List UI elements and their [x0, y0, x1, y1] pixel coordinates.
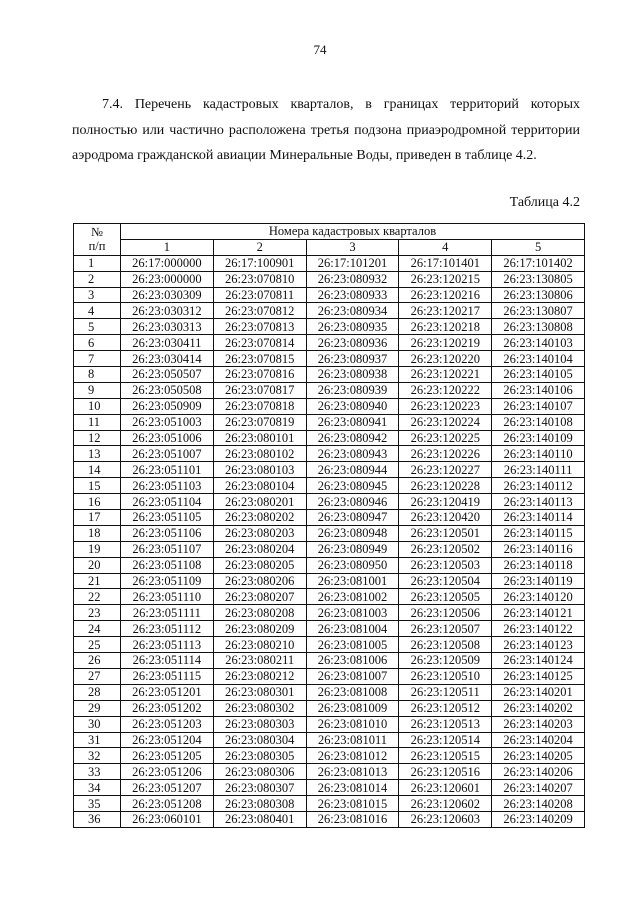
- cadastral-number-cell: 26:23:051111: [121, 605, 214, 621]
- cadastral-number-cell: 26:23:030309: [121, 287, 214, 303]
- cadastral-number-cell: 26:23:080206: [213, 573, 306, 589]
- cadastral-number-cell: 26:17:101201: [306, 255, 399, 271]
- cadastral-number-cell: 26:23:051107: [121, 541, 214, 557]
- row-number: 3: [74, 287, 121, 303]
- cadastral-number-cell: 26:23:120502: [399, 541, 492, 557]
- header-number-symbol: №: [91, 225, 103, 240]
- row-number: 5: [74, 319, 121, 335]
- table-header-row: [74, 224, 585, 240]
- cadastral-number-cell: 26:23:051003: [121, 414, 214, 430]
- table-row: [74, 780, 585, 796]
- cadastral-number-cell: 26:23:140106: [492, 382, 585, 398]
- cadastral-number-cell: 26:23:030414: [121, 351, 214, 367]
- cadastral-number-cell: 26:23:051006: [121, 430, 214, 446]
- header-group-title: Номера кадастровых кварталов: [121, 224, 585, 240]
- cadastral-number-cell: 26:23:120602: [399, 796, 492, 812]
- table-row: [74, 541, 585, 557]
- cadastral-number-cell: 26:23:070811: [213, 287, 306, 303]
- cadastral-number-cell: 26:23:081014: [306, 780, 399, 796]
- cadastral-number-cell: 26:23:080308: [213, 796, 306, 812]
- cadastral-number-cell: 26:23:080946: [306, 494, 399, 510]
- table-row: [74, 668, 585, 684]
- cadastral-number-cell: 26:23:051205: [121, 748, 214, 764]
- row-number: 2: [74, 271, 121, 287]
- table-row: [74, 446, 585, 462]
- cadastral-number-cell: 26:23:140118: [492, 557, 585, 573]
- table-row: [74, 319, 585, 335]
- cadastral-number-cell: 26:23:051108: [121, 557, 214, 573]
- table-column-numbers-row: [74, 239, 585, 255]
- cadastral-number-cell: 26:23:051207: [121, 780, 214, 796]
- cadastral-number-cell: 26:23:080935: [306, 319, 399, 335]
- cadastral-number-cell: 26:23:140108: [492, 414, 585, 430]
- cadastral-number-cell: 26:23:140209: [492, 811, 585, 827]
- cadastral-number-cell: 26:23:140103: [492, 335, 585, 351]
- cadastral-number-cell: 26:23:140111: [492, 462, 585, 478]
- cadastral-number-cell: 26:23:080205: [213, 557, 306, 573]
- cadastral-number-cell: 26:23:120505: [399, 589, 492, 605]
- cadastral-number-cell: 26:23:140112: [492, 478, 585, 494]
- table-row: [74, 430, 585, 446]
- cadastral-number-cell: 26:23:080948: [306, 525, 399, 541]
- cadastral-number-cell: 26:23:140119: [492, 573, 585, 589]
- cadastral-number-cell: 26:23:120513: [399, 716, 492, 732]
- cadastral-number-cell: 26:23:080211: [213, 653, 306, 669]
- column-number: 2: [213, 239, 306, 255]
- cadastral-number-cell: 26:23:081010: [306, 716, 399, 732]
- cadastral-number-cell: 26:23:051101: [121, 462, 214, 478]
- cadastral-number-cell: 26:23:051104: [121, 494, 214, 510]
- cadastral-number-cell: 26:23:140202: [492, 700, 585, 716]
- table-row: [74, 589, 585, 605]
- cadastral-number-cell: 26:23:080943: [306, 446, 399, 462]
- cadastral-number-cell: 26:23:081016: [306, 811, 399, 827]
- cadastral-number-cell: 26:23:120224: [399, 414, 492, 430]
- cadastral-number-cell: 26:23:140203: [492, 716, 585, 732]
- table-body: [74, 255, 585, 827]
- cadastral-number-cell: 26:23:120504: [399, 573, 492, 589]
- row-number: 32: [74, 748, 121, 764]
- cadastral-number-cell: 26:23:120512: [399, 700, 492, 716]
- column-number: 4: [399, 239, 492, 255]
- page-number: 74: [313, 42, 327, 57]
- cadastral-number-cell: 26:23:130808: [492, 319, 585, 335]
- cadastral-number-cell: 26:23:030313: [121, 319, 214, 335]
- cadastral-number-cell: 26:23:070816: [213, 367, 306, 383]
- row-number: 15: [74, 478, 121, 494]
- row-number: 13: [74, 446, 121, 462]
- row-number: 14: [74, 462, 121, 478]
- cadastral-number-cell: 26:23:051007: [121, 446, 214, 462]
- cadastral-number-cell: 26:23:080302: [213, 700, 306, 716]
- cadastral-number-cell: 26:23:080941: [306, 414, 399, 430]
- cadastral-number-cell: 26:23:140208: [492, 796, 585, 812]
- row-number: 26: [74, 653, 121, 669]
- cadastral-number-cell: 26:23:080212: [213, 668, 306, 684]
- row-number: 9: [74, 382, 121, 398]
- table-row: [74, 398, 585, 414]
- cadastral-number-cell: 26:23:140107: [492, 398, 585, 414]
- table-row: [74, 796, 585, 812]
- cadastral-number-cell: 26:23:070815: [213, 351, 306, 367]
- row-number: 33: [74, 764, 121, 780]
- cadastral-number-cell: 26:23:120514: [399, 732, 492, 748]
- cadastral-number-cell: 26:23:140105: [492, 367, 585, 383]
- row-number: 8: [74, 367, 121, 383]
- cadastral-number-cell: 26:23:120509: [399, 653, 492, 669]
- cadastral-number-cell: 26:23:080945: [306, 478, 399, 494]
- cadastral-number-cell: 26:23:120217: [399, 303, 492, 319]
- cadastral-number-cell: 26:23:120603: [399, 811, 492, 827]
- cadastral-number-cell: 26:23:080201: [213, 494, 306, 510]
- table-row: [74, 732, 585, 748]
- cadastral-number-cell: 26:23:080940: [306, 398, 399, 414]
- cadastral-number-cell: 26:23:081011: [306, 732, 399, 748]
- row-number: 34: [74, 780, 121, 796]
- table-row: [74, 557, 585, 573]
- table-row: [74, 414, 585, 430]
- row-number: 16: [74, 494, 121, 510]
- row-number: 7: [74, 351, 121, 367]
- cadastral-number-cell: 26:23:081003: [306, 605, 399, 621]
- cadastral-number-cell: 26:23:060101: [121, 811, 214, 827]
- row-number: 4: [74, 303, 121, 319]
- table-row: [74, 351, 585, 367]
- cadastral-number-cell: 26:23:051105: [121, 510, 214, 526]
- header-number-abbrev: п/п: [88, 239, 106, 254]
- cadastral-number-cell: 26:23:080103: [213, 462, 306, 478]
- cadastral-number-cell: 26:23:081008: [306, 684, 399, 700]
- cadastral-number-cell: 26:23:120226: [399, 446, 492, 462]
- cadastral-number-cell: 26:23:051208: [121, 796, 214, 812]
- row-number: 19: [74, 541, 121, 557]
- row-number: 25: [74, 637, 121, 653]
- cadastral-number-cell: 26:23:080208: [213, 605, 306, 621]
- cadastral-number-cell: 26:23:070818: [213, 398, 306, 414]
- cadastral-number-cell: 26:23:120601: [399, 780, 492, 796]
- table-row: [74, 525, 585, 541]
- cadastral-number-cell: 26:23:051113: [121, 637, 214, 653]
- cadastral-number-cell: 26:17:101402: [492, 255, 585, 271]
- row-number: 31: [74, 732, 121, 748]
- cadastral-number-cell: 26:23:140207: [492, 780, 585, 796]
- cadastral-number-cell: 26:23:120503: [399, 557, 492, 573]
- column-number: 3: [306, 239, 399, 255]
- cadastral-number-cell: 26:23:140205: [492, 748, 585, 764]
- row-number: 1: [74, 255, 121, 271]
- cadastral-number-cell: 26:17:000000: [121, 255, 214, 271]
- cadastral-number-cell: 26:23:120228: [399, 478, 492, 494]
- cadastral-number-cell: 26:23:120516: [399, 764, 492, 780]
- cadastral-number-cell: 26:23:080204: [213, 541, 306, 557]
- table-row: [74, 764, 585, 780]
- table-row: [74, 382, 585, 398]
- column-number: 1: [121, 239, 214, 255]
- cadastral-number-cell: 26:23:081015: [306, 796, 399, 812]
- intro-paragraph: 7.4. Перечень кадастровых кварталов, в границах территорий которых полностью или частично расположена третья подзона приаэродромной территории аэродрома гражданской авиации Минеральные Воды, приведен в таблице 4.2.: [72, 97, 580, 163]
- table-row: [74, 367, 585, 383]
- cadastral-number-cell: 26:23:080102: [213, 446, 306, 462]
- cadastral-number-cell: 26:23:080938: [306, 367, 399, 383]
- cadastral-number-cell: 26:23:080932: [306, 271, 399, 287]
- row-number: 35: [74, 796, 121, 812]
- table-row: [74, 684, 585, 700]
- row-number: 21: [74, 573, 121, 589]
- cadastral-number-cell: 26:23:120215: [399, 271, 492, 287]
- cadastral-number-cell: 26:23:081009: [306, 700, 399, 716]
- row-number: 22: [74, 589, 121, 605]
- table-row: [74, 573, 585, 589]
- table-row: [74, 621, 585, 637]
- cadastral-number-cell: 26:23:080936: [306, 335, 399, 351]
- cadastral-number-cell: 26:23:080306: [213, 764, 306, 780]
- row-number: 6: [74, 335, 121, 351]
- cadastral-number-cell: 26:23:140110: [492, 446, 585, 462]
- cadastral-number-cell: 26:23:080202: [213, 510, 306, 526]
- table-row: [74, 700, 585, 716]
- table-row: [74, 653, 585, 669]
- cadastral-number-cell: 26:23:120227: [399, 462, 492, 478]
- cadastral-number-cell: 26:23:050507: [121, 367, 214, 383]
- table-row: [74, 811, 585, 827]
- table-row: [74, 748, 585, 764]
- cadastral-number-cell: 26:23:080203: [213, 525, 306, 541]
- cadastral-number-cell: 26:23:051202: [121, 700, 214, 716]
- table-row: [74, 462, 585, 478]
- cadastral-number-cell: 26:23:080207: [213, 589, 306, 605]
- cadastral-number-cell: 26:23:070819: [213, 414, 306, 430]
- cadastral-number-cell: 26:23:080210: [213, 637, 306, 653]
- cadastral-number-cell: 26:23:140125: [492, 668, 585, 684]
- table-row: [74, 271, 585, 287]
- row-number: 17: [74, 510, 121, 526]
- cadastral-number-cell: 26:23:140206: [492, 764, 585, 780]
- cadastral-number-cell: 26:23:080939: [306, 382, 399, 398]
- cadastral-number-cell: 26:23:140201: [492, 684, 585, 700]
- cadastral-number-cell: 26:23:120219: [399, 335, 492, 351]
- cadastral-number-cell: 26:23:080104: [213, 478, 306, 494]
- cadastral-number-cell: 26:23:000000: [121, 271, 214, 287]
- cadastral-number-cell: 26:23:081007: [306, 668, 399, 684]
- cadastral-number-cell: 26:17:101401: [399, 255, 492, 271]
- cadastral-number-cell: 26:17:100901: [213, 255, 306, 271]
- cadastral-number-cell: 26:23:051112: [121, 621, 214, 637]
- cadastral-number-cell: 26:23:081013: [306, 764, 399, 780]
- cadastral-number-cell: 26:23:120507: [399, 621, 492, 637]
- table-row: [74, 510, 585, 526]
- cadastral-number-cell: 26:23:120515: [399, 748, 492, 764]
- table-row: [74, 478, 585, 494]
- cadastral-number-cell: 26:23:080307: [213, 780, 306, 796]
- cadastral-number-cell: 26:23:140124: [492, 653, 585, 669]
- cadastral-number-cell: 26:23:080934: [306, 303, 399, 319]
- cadastral-number-cell: 26:23:140123: [492, 637, 585, 653]
- cadastral-number-cell: 26:23:070817: [213, 382, 306, 398]
- cadastral-number-cell: 26:23:051109: [121, 573, 214, 589]
- cadastral-number-cell: 26:23:120225: [399, 430, 492, 446]
- cadastral-number-cell: 26:23:120510: [399, 668, 492, 684]
- cadastral-number-cell: 26:23:140204: [492, 732, 585, 748]
- cadastral-number-cell: 26:23:051110: [121, 589, 214, 605]
- cadastral-number-cell: 26:23:070812: [213, 303, 306, 319]
- table-row: [74, 605, 585, 621]
- cadastral-number-cell: 26:23:030411: [121, 335, 214, 351]
- cadastral-number-cell: 26:23:140109: [492, 430, 585, 446]
- cadastral-number-cell: 26:23:050909: [121, 398, 214, 414]
- cadastral-number-cell: 26:23:050508: [121, 382, 214, 398]
- cadastral-number-cell: 26:23:140120: [492, 589, 585, 605]
- cadastral-number-cell: 26:23:051114: [121, 653, 214, 669]
- cadastral-number-cell: 26:23:070813: [213, 319, 306, 335]
- table-row: [74, 303, 585, 319]
- cadastral-number-cell: 26:23:120508: [399, 637, 492, 653]
- cadastral-number-cell: 26:23:120501: [399, 525, 492, 541]
- cadastral-number-cell: 26:23:080942: [306, 430, 399, 446]
- cadastral-number-cell: 26:23:140113: [492, 494, 585, 510]
- row-number: 23: [74, 605, 121, 621]
- row-number: 36: [74, 811, 121, 827]
- cadastral-number-cell: 26:23:140104: [492, 351, 585, 367]
- cadastral-number-cell: 26:23:080305: [213, 748, 306, 764]
- cadastral-number-cell: 26:23:051203: [121, 716, 214, 732]
- cadastral-number-cell: 26:23:080933: [306, 287, 399, 303]
- cadastral-number-cell: 26:23:080937: [306, 351, 399, 367]
- cadastral-number-cell: 26:23:140115: [492, 525, 585, 541]
- row-number: 29: [74, 700, 121, 716]
- cadastral-number-cell: 26:23:080209: [213, 621, 306, 637]
- row-number: 10: [74, 398, 121, 414]
- cadastral-number-cell: 26:23:080949: [306, 541, 399, 557]
- cadastral-number-cell: 26:23:081002: [306, 589, 399, 605]
- header-number-cell: [74, 224, 121, 256]
- table-row: [74, 494, 585, 510]
- table-row: [74, 287, 585, 303]
- column-number: 5: [492, 239, 585, 255]
- cadastral-number-cell: 26:23:070814: [213, 335, 306, 351]
- cadastral-quarters-table: [73, 223, 585, 828]
- cadastral-number-cell: 26:23:081005: [306, 637, 399, 653]
- cadastral-number-cell: 26:23:120506: [399, 605, 492, 621]
- cadastral-number-cell: 26:23:120220: [399, 351, 492, 367]
- row-number: 12: [74, 430, 121, 446]
- cadastral-number-cell: 26:23:080301: [213, 684, 306, 700]
- cadastral-number-cell: 26:23:130805: [492, 271, 585, 287]
- cadastral-number-cell: 26:23:080947: [306, 510, 399, 526]
- cadastral-number-cell: 26:23:080101: [213, 430, 306, 446]
- cadastral-number-cell: 26:23:120218: [399, 319, 492, 335]
- cadastral-number-cell: 26:23:140116: [492, 541, 585, 557]
- row-number: 27: [74, 668, 121, 684]
- cadastral-number-cell: 26:23:051106: [121, 525, 214, 541]
- table-caption: Таблица 4.2: [509, 195, 580, 210]
- cadastral-number-cell: 26:23:120420: [399, 510, 492, 526]
- cadastral-number-cell: 26:23:051103: [121, 478, 214, 494]
- cadastral-number-cell: 26:23:030312: [121, 303, 214, 319]
- cadastral-number-cell: 26:23:120216: [399, 287, 492, 303]
- cadastral-number-cell: 26:23:080950: [306, 557, 399, 573]
- row-number: 30: [74, 716, 121, 732]
- cadastral-number-cell: 26:23:080944: [306, 462, 399, 478]
- cadastral-number-cell: 26:23:081004: [306, 621, 399, 637]
- cadastral-number-cell: 26:23:070810: [213, 271, 306, 287]
- cadastral-number-cell: 26:23:081012: [306, 748, 399, 764]
- cadastral-number-cell: 26:23:080401: [213, 811, 306, 827]
- cadastral-number-cell: 26:23:120419: [399, 494, 492, 510]
- cadastral-number-cell: 26:23:140114: [492, 510, 585, 526]
- table-row: [74, 637, 585, 653]
- cadastral-number-cell: 26:23:130807: [492, 303, 585, 319]
- cadastral-number-cell: 26:23:140121: [492, 605, 585, 621]
- cadastral-number-cell: 26:23:120222: [399, 382, 492, 398]
- row-number: 11: [74, 414, 121, 430]
- row-number: 24: [74, 621, 121, 637]
- table-row: [74, 335, 585, 351]
- cadastral-number-cell: 26:23:051201: [121, 684, 214, 700]
- table-row: [74, 716, 585, 732]
- table-row: [74, 255, 585, 271]
- cadastral-number-cell: 26:23:051206: [121, 764, 214, 780]
- cadastral-number-cell: 26:23:080304: [213, 732, 306, 748]
- cadastral-number-cell: 26:23:051115: [121, 668, 214, 684]
- cadastral-number-cell: 26:23:140122: [492, 621, 585, 637]
- cadastral-number-cell: 26:23:081001: [306, 573, 399, 589]
- cadastral-number-cell: 26:23:081006: [306, 653, 399, 669]
- row-number: 18: [74, 525, 121, 541]
- cadastral-number-cell: 26:23:080303: [213, 716, 306, 732]
- row-number: 28: [74, 684, 121, 700]
- cadastral-number-cell: 26:23:120221: [399, 367, 492, 383]
- cadastral-number-cell: 26:23:130806: [492, 287, 585, 303]
- cadastral-number-cell: 26:23:120223: [399, 398, 492, 414]
- cadastral-number-cell: 26:23:120511: [399, 684, 492, 700]
- row-number: 20: [74, 557, 121, 573]
- cadastral-number-cell: 26:23:051204: [121, 732, 214, 748]
